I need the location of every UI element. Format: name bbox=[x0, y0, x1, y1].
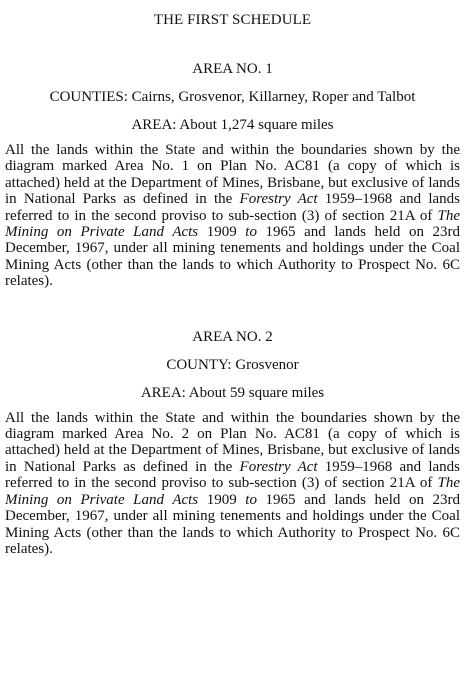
document-page bbox=[5, 0, 460, 572]
italic-run: Forestry Act bbox=[239, 191, 318, 208]
area-counties: COUNTY: Grosvenor bbox=[166, 356, 299, 373]
text-run: 1909 bbox=[198, 224, 246, 241]
area-counties: COUNTIES: Cairns, Grosvenor, Killarney, Roper and Talbot bbox=[49, 89, 416, 105]
area-section-1 bbox=[5, 59, 460, 290]
text-run: 1909 bbox=[198, 491, 246, 508]
text-run: 1959–1968 and lands referred to in the second proviso to sub-section (3) of section 21A of bbox=[5, 458, 460, 492]
area-title: AREA NO. 2 bbox=[192, 328, 273, 345]
area-size: AREA: About 1,274 square miles bbox=[131, 117, 334, 133]
text-run: 1965 and lands held on 23rd December, 1967, under all mining tenements and holdings under the Coal Mining Acts (other than the lands to which Authority to Prospect No. 6C relates). bbox=[5, 491, 461, 557]
area-description bbox=[5, 410, 460, 558]
area-title: AREA NO. 1 bbox=[192, 61, 273, 77]
italic-run: to bbox=[245, 491, 257, 508]
italic-run: to bbox=[245, 224, 257, 241]
italic-run: Forestry Act bbox=[239, 458, 318, 475]
text-run: 1959–1968 and lands referred to in the second proviso to sub-section (3) of section 21A of bbox=[5, 191, 460, 224]
schedule-title: THE FIRST SCHEDULE bbox=[153, 12, 312, 28]
area-size: AREA: About 59 square miles bbox=[140, 384, 325, 401]
italic-run: The Mining on Private Land Acts bbox=[5, 207, 460, 241]
area-description bbox=[5, 142, 460, 290]
text-run: 1965 and lands held on 23rd December, 1967, under all mining tenements and holdings under the Coal Mining Acts (other than the lands to which Authority to Prospect No. 6C relates). bbox=[5, 224, 461, 290]
text-run: All the lands within the State and within the boundaries shown by the diagram marked Area No. 2 on Plan No. AC81 (a copy of which is attached) held at the Department of Mines, Brisbane, but exclusive of lands in National Parks as defined in the bbox=[5, 409, 460, 475]
text-run: All the lands within the State and within the boundaries shown by the diagram marked Area No. 1 on Plan No. AC81 (a copy of which is attached) held at the Department of Mines, Brisbane, but exclusive of lands in National Parks as defined in the bbox=[5, 142, 460, 208]
italic-run: The Mining on Private Land Acts bbox=[5, 475, 460, 508]
area-section-2 bbox=[5, 327, 460, 558]
